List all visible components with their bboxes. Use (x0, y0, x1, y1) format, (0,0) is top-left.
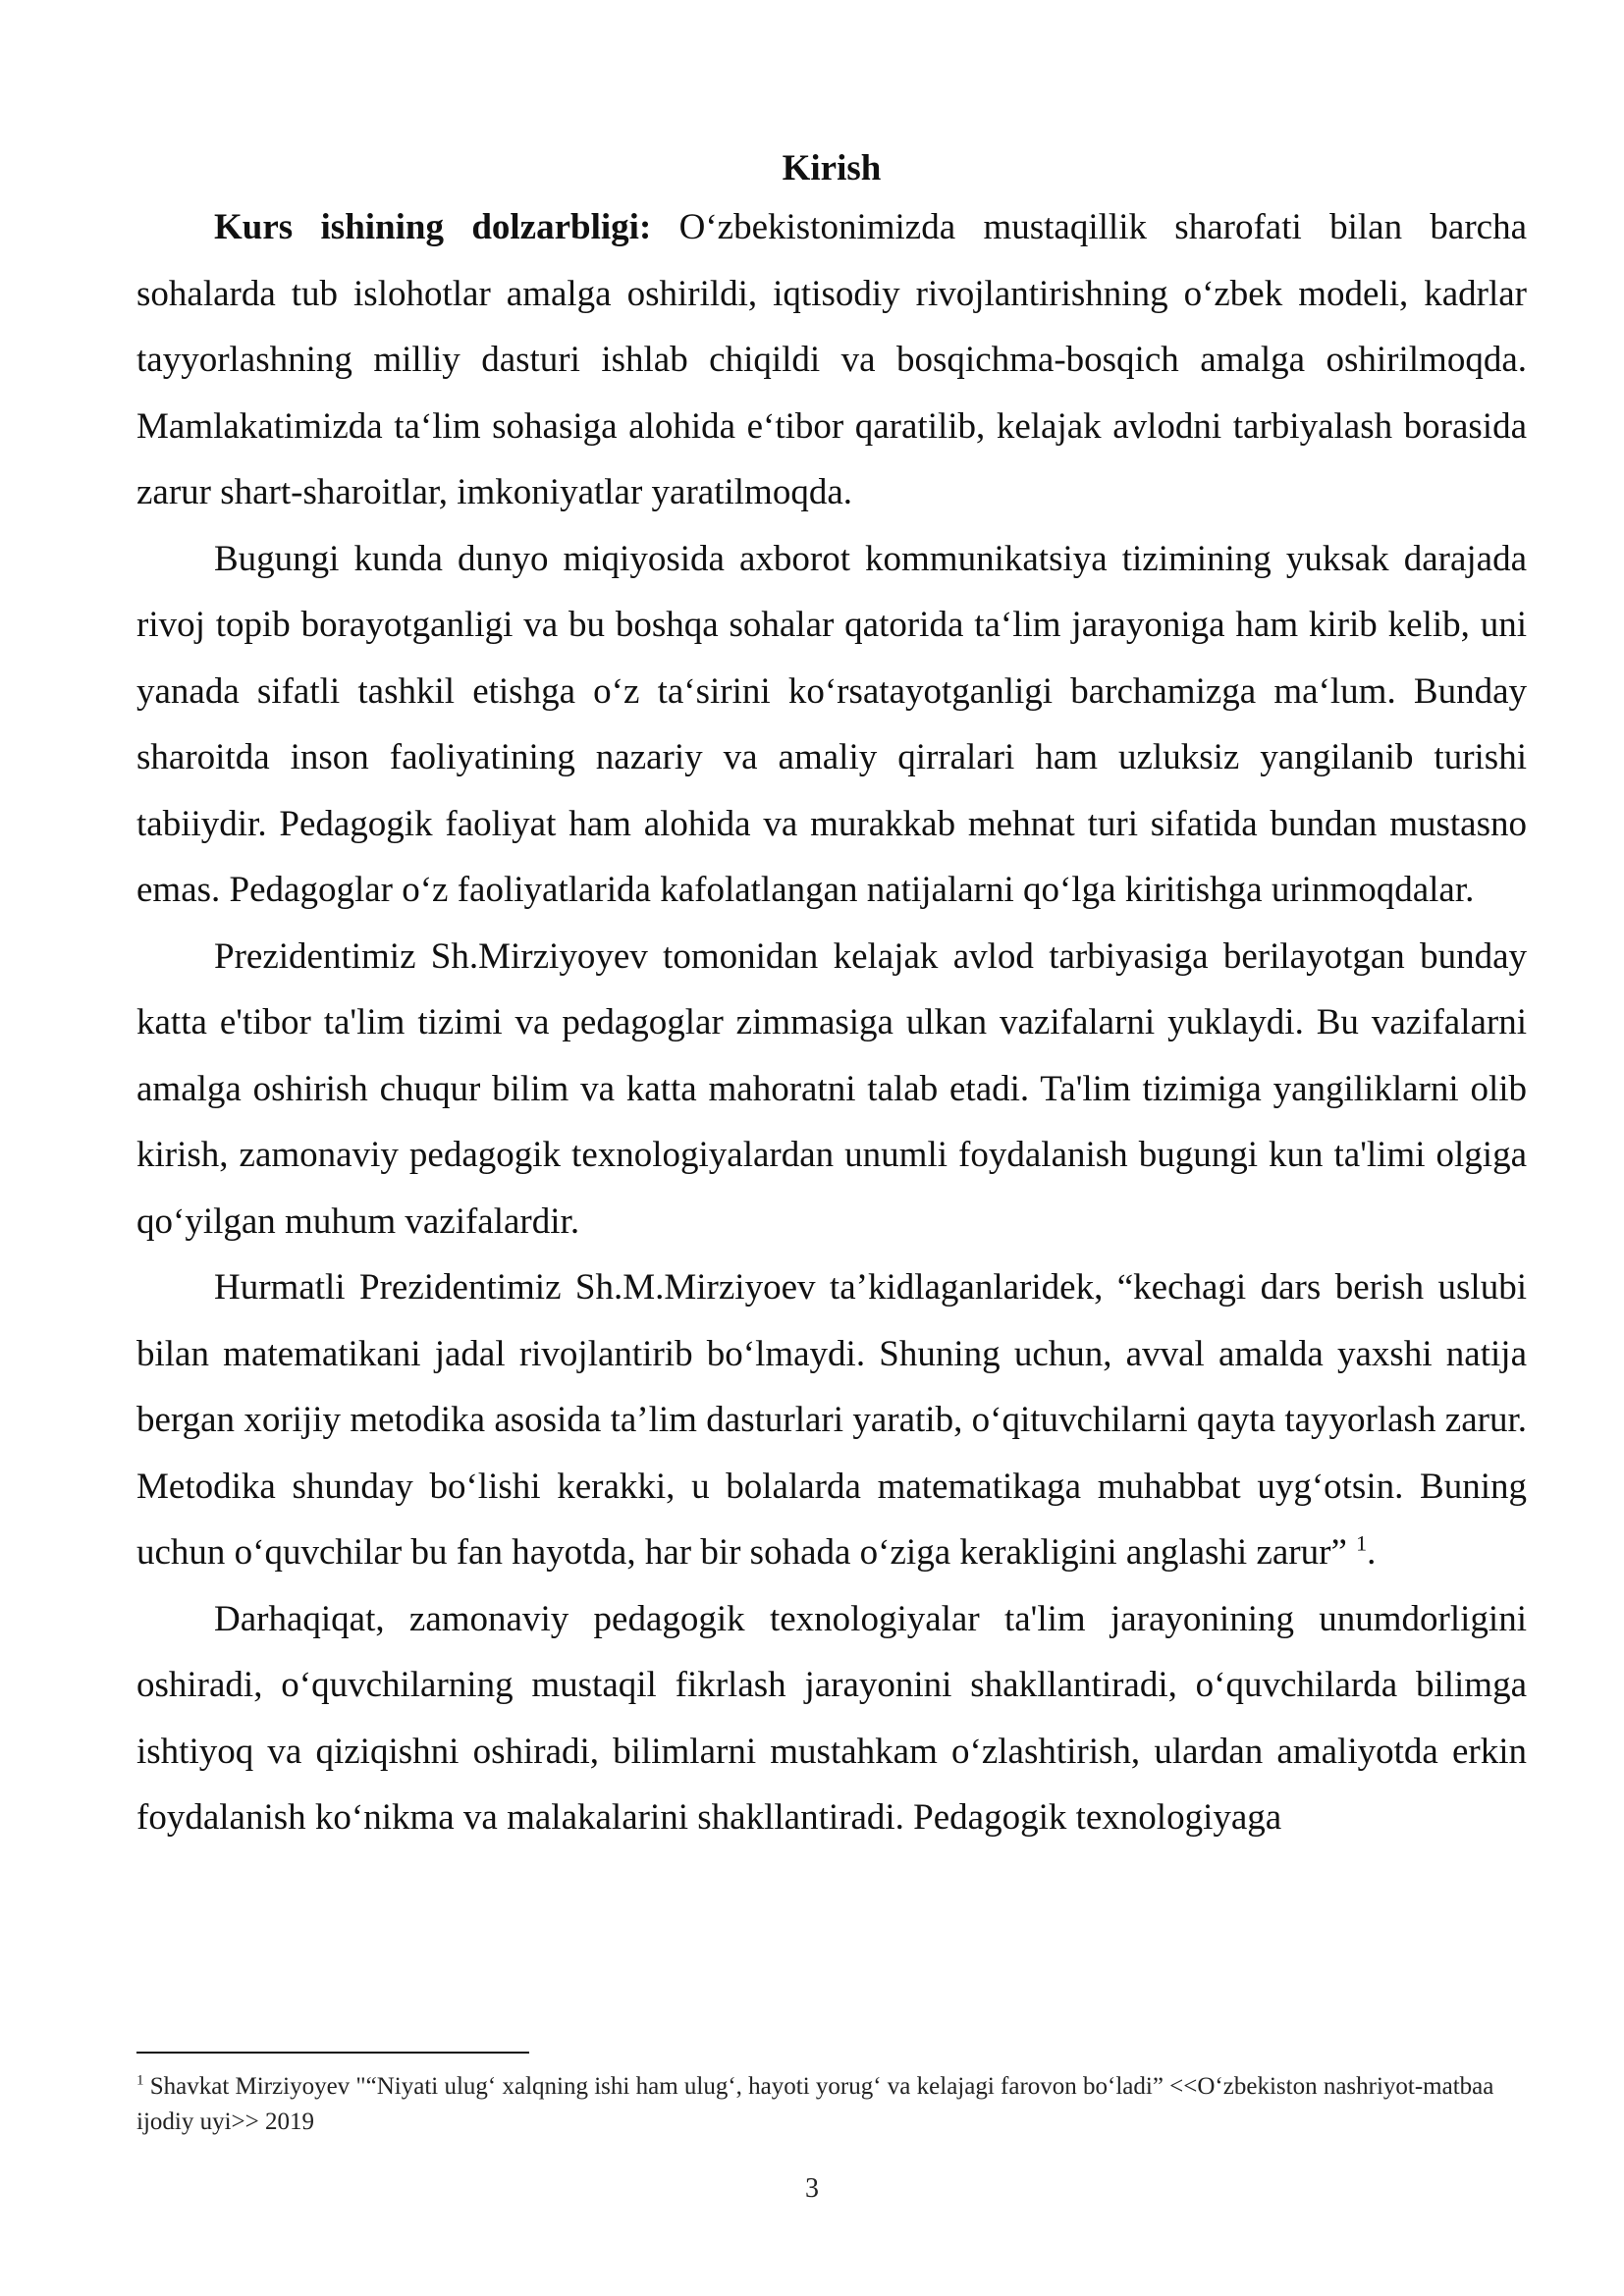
paragraph-text: Prezidentimiz Sh.Mirziyoyev tomonidan kelajak avlod tarbiyasiga berilayotgan bunday katta e'tibor ta'lim tizimi va pedagoglar zimmasiga ulkan vazifalarni yuklaydi. Bu vazifalarni amalga oshirish chuqur bilim va katta mahoratni talab etadi. Ta'lim tizimiga yangiliklarni olib kirish, zamonaviy pedagogik texnologiyalardan unumli foydalanish bugungi kun ta'limi olgiga qo‘yilgan muhum vazifalardir. (136, 935, 1527, 1242)
paragraph-lead: Kurs ishining dolzarbligi: (214, 207, 652, 247)
page-number: 3 (805, 2173, 819, 2204)
paragraph-quote (136, 1255, 1527, 1586)
paragraph-text: O‘zbekistonimizda mustaqillik sharofati bilan barcha sohalarda tub islohotlar amalga oshirildi, iqtisodiy rivojlantirishning o‘zbek modeli, kadrlar tayyorlashning milliy dasturi ishlab chiqildi va bosqichma-bosqich amalga oshirilmoqda. Mamlakatimizda ta‘lim sohasiga alohida e‘tibor qaratilib, kelajak avlodni tarbiyalash borasida zarur shart-sharoitlar, imkoniyatlar yaratilmoqda. (136, 207, 1527, 512)
footnote (136, 2069, 1527, 2140)
paragraph-technologies (136, 1586, 1527, 1851)
footnote-text: Shavkat Mirziyoyev "“Niyati ulug‘ xalqning ishi ham ulug‘, hayoti yorug‘ va kelajagi farovon bo‘ladi” <<O‘zbekiston nashriyot-matbaa ijodiy uyi>> 2019 (136, 2073, 1494, 2135)
paragraph-tail: . (1367, 1532, 1377, 1573)
section-heading: Kirish (782, 148, 882, 188)
footnote-reference[interactable]: 1 (1356, 1530, 1368, 1556)
paragraph-relevance (136, 194, 1527, 526)
footnote-number: 1 (136, 2072, 144, 2089)
document-body (136, 147, 1527, 1851)
paragraph-text: Bugungi kunda dunyo miqiyosida axborot kommunikatsiya tizimining yuksak darajada rivoj topib borayotganligi va bu boshqa sohalar qatorida ta‘lim jarayoniga ham kirib kelib, uni yanada sifatli tashkil etishga o‘z ta‘sirini ko‘rsatayotganligi barchamizga ma‘lum. Bunday sharoitda inson faoliyatining nazariy va amaliy qirralari ham uzluksiz yangilanib turishi tabiiydir. Pedagogik faoliyat ham alohida va murakkab mehnat turi sifatida bundan mustasno emas. Pedagoglar o‘z faoliyatlarida kafolatlangan natijalarni qo‘lga kiritishga urinmoqdalar. (136, 538, 1527, 910)
paragraph-text: Hurmatli Prezidentimiz Sh.M.Mirziyoev ta’kidlaganlaridek, “kechagi dars berish uslubi bilan matematikani jadal rivojlantirib bo‘lmaydi. Shuning uchun, avval amalda yaxshi natija bergan xorijiy metodika asosida ta’lim dasturlari yaratib, o‘qituvchilarni qayta tayyorlash zarur. Metodika shunday bo‘lishi kerakki, u bolalarda matematikaga muhabbat uyg‘otsin. Buning uchun o‘quvchilar bu fan hayotda, har bir sohada o‘ziga kerakligini anglashi zarur” (136, 1267, 1527, 1573)
paragraph-president (136, 924, 1527, 1255)
footnote-separator (136, 2052, 529, 2054)
paragraph-ict (136, 526, 1527, 924)
paragraph-text: Darhaqiqat, zamonaviy pedagogik texnologiyalar ta'lim jarayonining unumdorligini oshiradi, o‘quvchilarning mustaqil fikrlash jarayonini shakllantiradi, o‘quvchilarda bilimga ishtiyoq va qiziqishni oshiradi, bilimlarni mustahkam o‘zlashtirish, ulardan amaliyotda erkin foydalanish ko‘nikma va malakalarini shakllantiradi. Pedagogik texnologiyaga (136, 1598, 1527, 1838)
